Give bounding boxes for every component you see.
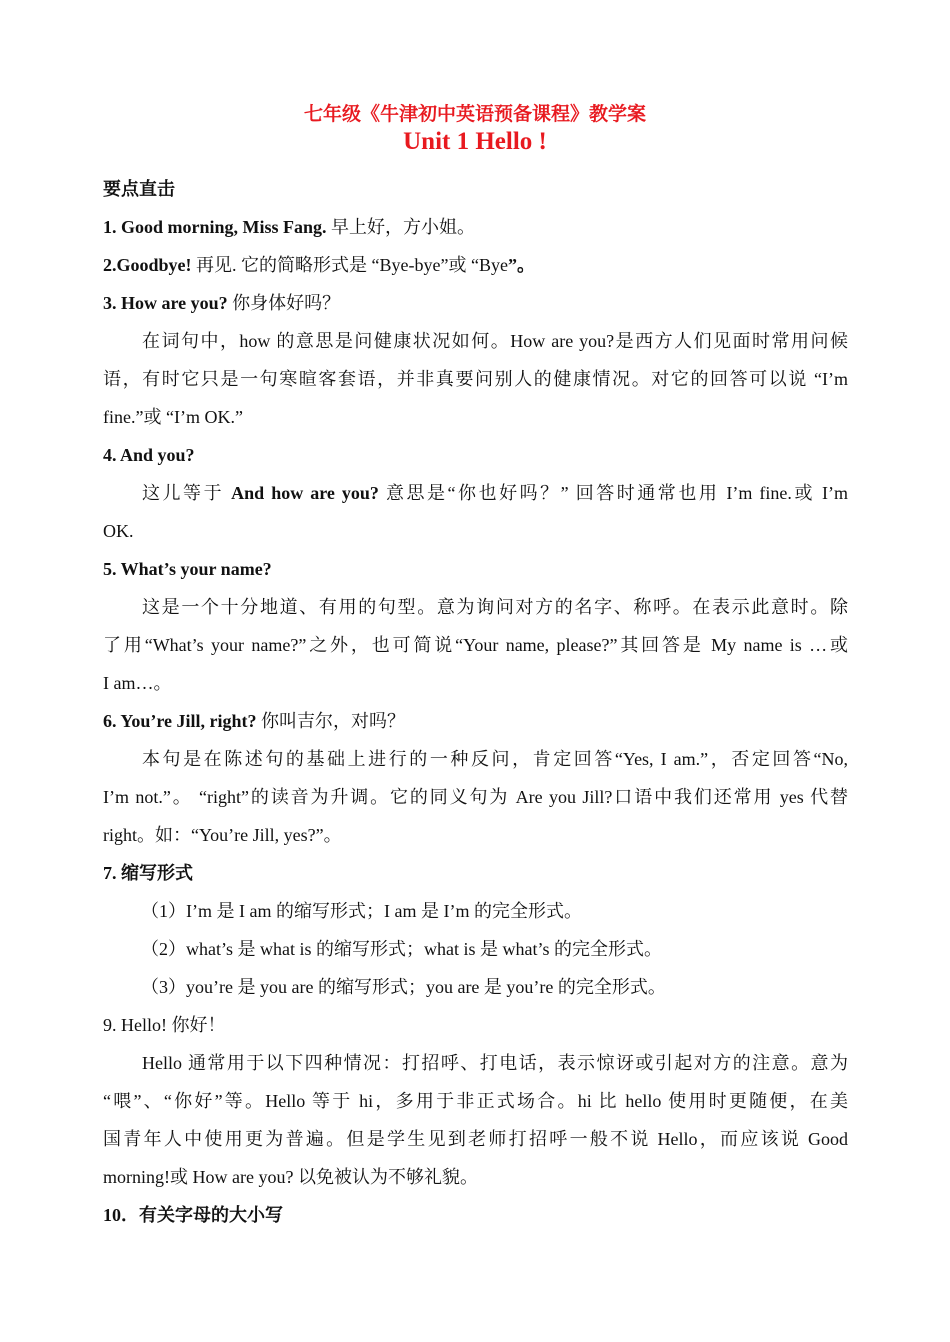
paragraph-5-line: 了用“What’s your name?”之外，也可简说“Your name, please?”其回答是 My name is …或 — [103, 635, 848, 655]
point-9: 9. Hello! 你好！ — [103, 1015, 226, 1035]
section-heading-text: 要点直击 — [103, 179, 175, 199]
paragraph-6-line: right。如：“You’re Jill, yes?”。 — [103, 825, 342, 845]
point-1-english: 1. Good morning, Miss Fang. — [103, 217, 327, 237]
paragraph-4-line: OK. — [103, 521, 134, 541]
contraction-item: （2）what’s 是 what is 的缩写形式；what is 是 what’s 的完全形式。 — [141, 939, 662, 959]
point-2-text: 再见. 它的简略形式是 “Bye-bye”或 “Bye — [191, 255, 508, 275]
point-3-chinese: 你身体好吗？ — [227, 293, 341, 313]
paragraph-9-line: “喂”、“你好”等。Hello 等于 hi，多用于非正式场合。hi 比 hello 使用时更随便，在美 — [103, 1091, 848, 1111]
point-6-chinese: 你叫吉尔，对吗？ — [256, 711, 405, 731]
point-5-heading: 5. What’s your name? — [103, 559, 272, 579]
point-2-english: 2.Goodbye! — [103, 255, 192, 275]
point-6 — [103, 702, 848, 740]
point-2 — [103, 246, 848, 284]
contraction-item: （3）you’re 是 you are 的缩写形式；you are 是 you’re 的完全形式。 — [141, 977, 666, 997]
point-4 — [103, 436, 848, 474]
document-body — [103, 170, 848, 1234]
point-3-english: 3. How are you? — [103, 293, 228, 313]
point-7-heading: 7. 缩写形式 — [103, 863, 193, 883]
point-10 — [103, 1196, 848, 1234]
point-4-heading: 4. And you? — [103, 445, 195, 465]
paragraph-9-line: morning!或 How are you? 以免被认为不够礼貌。 — [103, 1167, 478, 1187]
contraction-item: （1）I’m 是 I am 的缩写形式；I am 是 I’m 的完全形式。 — [141, 901, 582, 921]
paragraph-9-line: 国青年人中使用更为普遍。但是学生见到老师打招呼一般不说 Hello，而应该说 Good — [103, 1129, 848, 1149]
paragraph-5-line: 这是一个十分地道、有用的句型。意为询问对方的名字、称呼。在表示此意时。除 — [142, 597, 848, 617]
paragraph-6-line: I’m not.”。 “right”的读音为升调。它的同义句为 Are you Jill?口语中我们还常用 yes 代替 — [103, 787, 848, 807]
point-1 — [103, 208, 848, 246]
paragraph-9-line: Hello 通常用于以下四种情况：打招呼、打电话，表示惊讶或引起对方的注意。意为 — [142, 1053, 848, 1073]
document-title: 七年级《牛津初中英语预备课程》教学案 — [303, 104, 646, 125]
point-3 — [103, 284, 848, 322]
point-6-english: 6. You’re Jill, right? — [103, 711, 257, 731]
paragraph-4-bold: And how are you? — [231, 483, 379, 503]
paragraph-4-text: 意思是“你也好吗？” 回答时通常也用 I’m fine.或 I’m — [378, 483, 848, 503]
section-heading — [103, 170, 848, 208]
paragraph-5-line: I am…。 — [103, 673, 172, 693]
unit-title: Unit 1 Hello ! — [403, 128, 547, 155]
point-7 — [103, 854, 848, 892]
point-5 — [103, 550, 848, 588]
paragraph-3-line: fine.”或 “I’m OK.” — [103, 407, 243, 427]
point-1-chinese: 早上好，方小姐。 — [326, 217, 476, 237]
paragraph-4-text: 这儿等于 — [142, 483, 232, 503]
paragraph-3-line: 语，有时它只是一句寒暄客套语，并非真要问别人的健康情况。对它的回答可以说 “I’m — [103, 369, 848, 389]
paragraph-6-line: 本句是在陈述句的基础上进行的一种反问，肯定回答“Yes, I am.”，否定回答“No, — [142, 749, 848, 769]
paragraph-4-line — [103, 474, 848, 512]
point-2-end: ”。 — [507, 255, 535, 275]
paragraph-3-line: 在词句中，how 的意思是问健康状况如何。How are you?是西方人们见面时常用问候 — [142, 331, 848, 351]
point-10-heading: 10．有关字母的大小写 — [103, 1205, 283, 1225]
